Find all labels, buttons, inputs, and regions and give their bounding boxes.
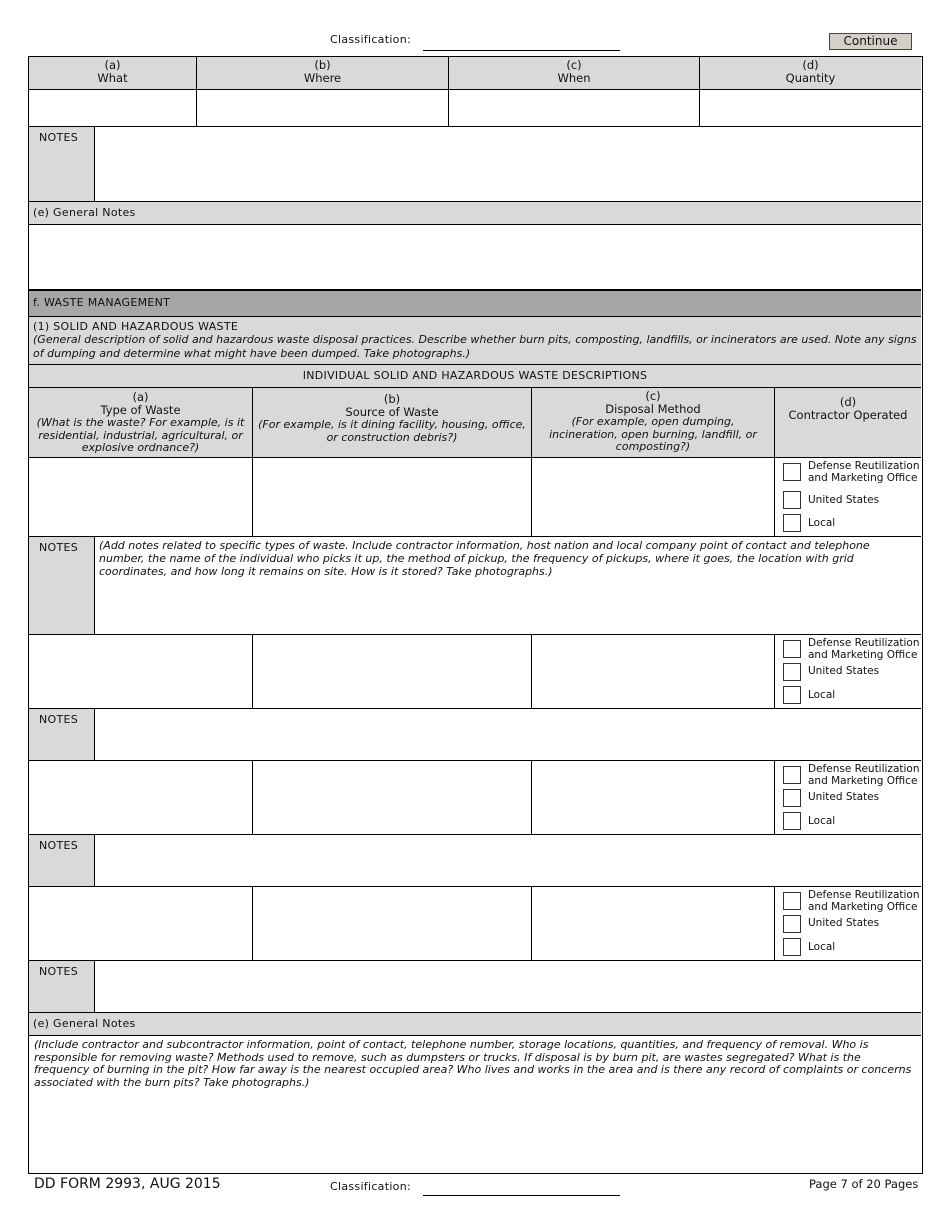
contractor-operated-cell — [774, 886, 921, 960]
notes-field[interactable] — [94, 708, 921, 760]
united-states-label: United States — [808, 494, 880, 506]
contractor-operated-cell — [774, 760, 921, 834]
source-of-waste-header: (b) Source of Waste (For example, is it dining facility, housing, office, or construction debris?) — [252, 387, 531, 457]
local-label: Local — [808, 815, 836, 827]
source-of-waste-field[interactable] — [252, 457, 531, 536]
united-states-checkbox[interactable] — [783, 915, 801, 933]
footer-classification-label: Classification: — [330, 1180, 411, 1193]
individual-header: INDIVIDUAL SOLID AND HAZARDOUS WASTE DESCRIPTIONS — [29, 364, 921, 387]
contractor-operated-cell — [774, 634, 921, 708]
source-of-waste-field[interactable] — [252, 760, 531, 834]
local-checkbox[interactable] — [783, 938, 801, 956]
drmo-label: Defense Reutilization and Marketing Office — [808, 637, 920, 661]
local-label: Local — [808, 689, 836, 701]
type-of-waste-field[interactable] — [29, 760, 252, 834]
contractor-operated-header: (d) Contractor Operated — [774, 387, 921, 457]
united-states-label: United States — [808, 791, 880, 803]
general-notes-label: (e) General Notes — [29, 1012, 921, 1035]
general-notes-field[interactable] — [29, 1035, 921, 1172]
local-label: Local — [808, 941, 836, 953]
united-states-checkbox[interactable] — [783, 491, 801, 509]
disposal-method-field[interactable] — [531, 760, 774, 834]
local-checkbox[interactable] — [783, 812, 801, 830]
contractor-operated-cell — [774, 457, 921, 536]
drmo-checkbox[interactable] — [783, 766, 801, 784]
local-label: Local — [808, 517, 836, 529]
drmo-label: Defense Reutilization and Marketing Office — [808, 460, 920, 484]
disposal-method-header: (c) Disposal Method (For example, open dumping, incineration, open burning, landfill, or composting?) — [531, 387, 774, 457]
continue-button[interactable]: Continue — [829, 33, 912, 50]
drmo-label: Defense Reutilization and Marketing Office — [808, 889, 920, 913]
notes-label: NOTES — [29, 834, 94, 886]
when-field[interactable] — [448, 89, 699, 126]
drmo-label: Defense Reutilization and Marketing Office — [808, 763, 920, 787]
drmo-checkbox[interactable] — [783, 892, 801, 910]
col-b-header: (b) Where — [196, 57, 448, 89]
solid-waste-title: (1) SOLID AND HAZARDOUS WASTE — [33, 320, 239, 333]
classification-field[interactable] — [423, 50, 620, 51]
notes-label: NOTES — [29, 960, 94, 1012]
general-notes-label: (e) General Notes — [29, 201, 921, 224]
notes-field[interactable] — [94, 536, 921, 634]
classification-label: Classification: — [330, 33, 411, 46]
local-checkbox[interactable] — [783, 686, 801, 704]
united-states-checkbox[interactable] — [783, 663, 801, 681]
notes-label: NOTES — [29, 536, 94, 634]
type-of-waste-field[interactable] — [29, 457, 252, 536]
general-notes-hint: (Include contractor and subcontractor information, point of contact, telephone number, storage locations, quantities, and frequency of removal. Who is responsible for removing waste? Methods used to remove, such as dumpsters or trucks. If disposal is by burn pit, are wastes segregated? What is the frequency of burning in the pit? How far away is the nearest occupied area? Who lives and works in the area and is there any record of complaints or concerns associated with the burn pits? Take photographs.) — [34, 1038, 912, 1089]
type-of-waste-field[interactable] — [29, 886, 252, 960]
type-of-waste-field[interactable] — [29, 634, 252, 708]
general-notes-field[interactable] — [29, 224, 921, 289]
form-id: DD FORM 2993, AUG 2015 — [34, 1176, 221, 1192]
where-field[interactable] — [196, 89, 448, 126]
notes-field[interactable] — [94, 834, 921, 886]
col-d-header: (d) Quantity — [699, 57, 921, 89]
solid-waste-desc: (General description of solid and hazardous waste disposal practices. Describe whether burn pits, composting, landfills, or incinerators are used. Note any signs of dumping and determine what might have been dumped. Take photographs.) — [33, 333, 917, 360]
disposal-method-field[interactable] — [531, 634, 774, 708]
notes-hint: (Add notes related to specific types of waste. Include contractor information, host nation and local company point of contact and telephone number, the name of the individual who picks it up, the method of pickup, the frequency of pickups, where it goes, the location with grid coordinates, and how long it remains on site. How is it stored? Take photographs.) — [99, 539, 870, 578]
local-checkbox[interactable] — [783, 514, 801, 532]
col-a-header: (a) What — [97, 58, 128, 85]
quantity-field[interactable] — [699, 89, 921, 126]
what-field[interactable] — [29, 89, 196, 126]
solid-waste-header — [29, 316, 921, 364]
col-c-header: (c) When — [448, 57, 699, 89]
footer-classification-field[interactable] — [423, 1195, 620, 1196]
form-frame — [28, 56, 923, 1174]
notes-field[interactable] — [94, 960, 921, 1012]
drmo-checkbox[interactable] — [783, 640, 801, 658]
disposal-method-field[interactable] — [531, 886, 774, 960]
united-states-checkbox[interactable] — [783, 789, 801, 807]
section-f-title: f. WASTE MANAGEMENT — [29, 289, 921, 316]
drmo-checkbox[interactable] — [783, 463, 801, 481]
notes-label: NOTES — [29, 126, 94, 201]
united-states-label: United States — [808, 665, 880, 677]
page-number: Page 7 of 20 Pages — [809, 1177, 919, 1191]
disposal-method-field[interactable] — [531, 457, 774, 536]
notes-label: NOTES — [29, 708, 94, 760]
source-of-waste-field[interactable] — [252, 634, 531, 708]
united-states-label: United States — [808, 917, 880, 929]
type-of-waste-header: (a) Type of Waste (What is the waste? For example, is it residential, industrial, agricultural, or explosive ordnance?) — [36, 390, 245, 454]
source-of-waste-field[interactable] — [252, 886, 531, 960]
notes-field[interactable] — [94, 126, 921, 201]
